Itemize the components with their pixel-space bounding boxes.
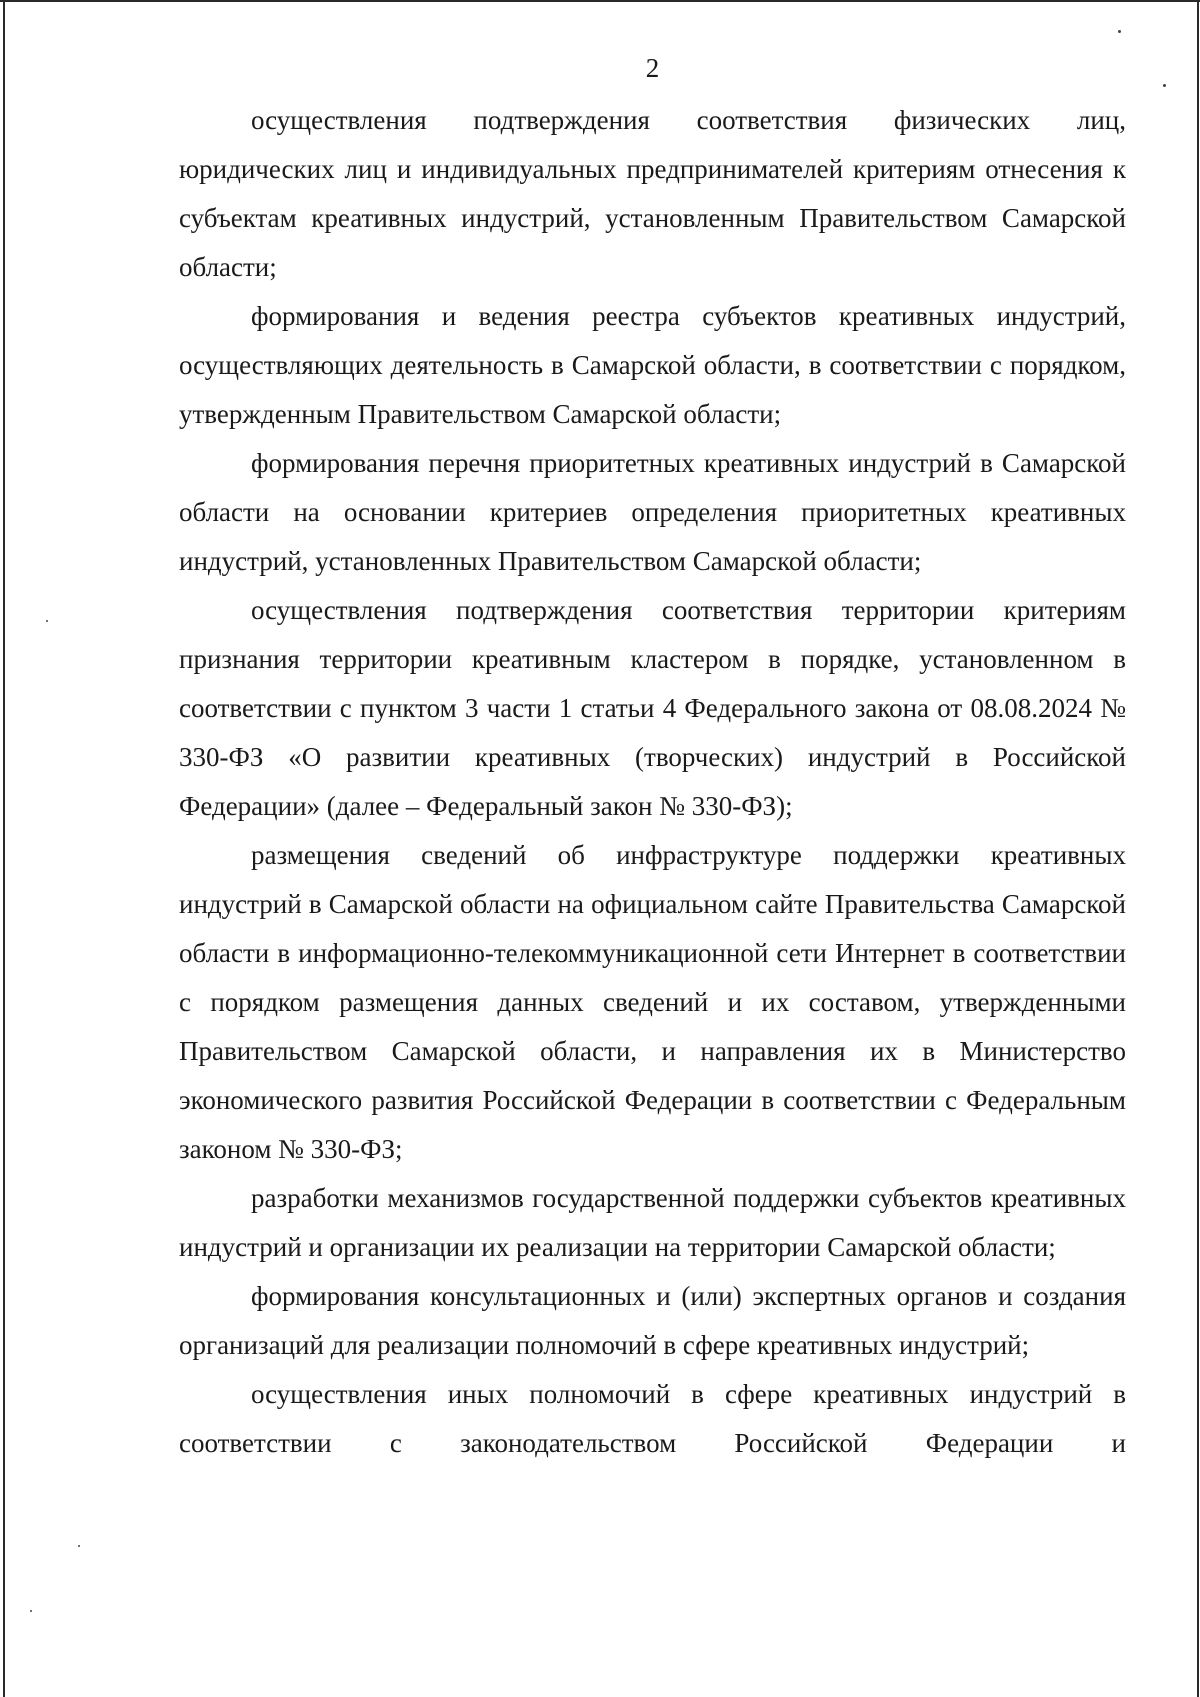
scan-border-left [3,0,5,1697]
page-number: 2 [645,53,660,83]
scan-speck [30,1610,32,1612]
scan-speck [1118,30,1121,33]
scan-speck [46,620,48,622]
scan-speck [1163,84,1166,87]
scan-border-top [0,0,1200,2]
paragraph-8: осуществления иных полномочий в сфере креативных индустрий в соответствии с законодательством Российской Федерации и [179,1379,1126,1458]
paragraph-1: осуществления подтверждения соответствия физических лиц, юридических лиц и индивидуальных предпринимателей критериям отнесения к субъектам креативных индустрий, установленным Правительством Самарской области; [179,105,1126,282]
scan-border-right [1197,0,1199,1697]
document-body [179,96,1126,1468]
paragraph-4: осуществления подтверждения соответствия территории критериям признания территории креативным кластером в порядке, установленном в соответствии с пунктом 3 части 1 статьи 4 Федерального закона от 08.08.2024 № 330-ФЗ «О развитии креативных (творческих) индустрий в Российской Федерации» (далее – Федеральный закон № 330-ФЗ); [179,595,1126,821]
scan-speck [78,1545,80,1547]
paragraph-3: формирования перечня приоритетных креативных индустрий в Самарской области на основании критериев определения приоритетных креативных индустрий, установленных Правительством Самарской области; [179,448,1126,576]
paragraph-7: формирования консультационных и (или) экспертных органов и создания организаций для реализации полномочий в сфере креативных индустрий; [179,1281,1126,1360]
paragraph-5: размещения сведений об инфраструктуре поддержки креативных индустрий в Самарской области на официальном сайте Правительства Самарской области в информационно-телекоммуникационной сети Интернет в соответствии с порядком размещения данных сведений и их составом, утвержденными Правительством Самарской области, и направления их в Министерство экономического развития Российской Федерации в соответствии с Федеральным законом № 330-ФЗ; [179,840,1126,1164]
paragraph-6: разработки механизмов государственной поддержки субъектов креативных индустрий и организации их реализации на территории Самарской области; [179,1183,1126,1262]
paragraph-2: формирования и ведения реестра субъектов креативных индустрий, осуществляющих деятельность в Самарской области, в соответствии с порядком, утвержденным Правительством Самарской области; [179,301,1126,429]
